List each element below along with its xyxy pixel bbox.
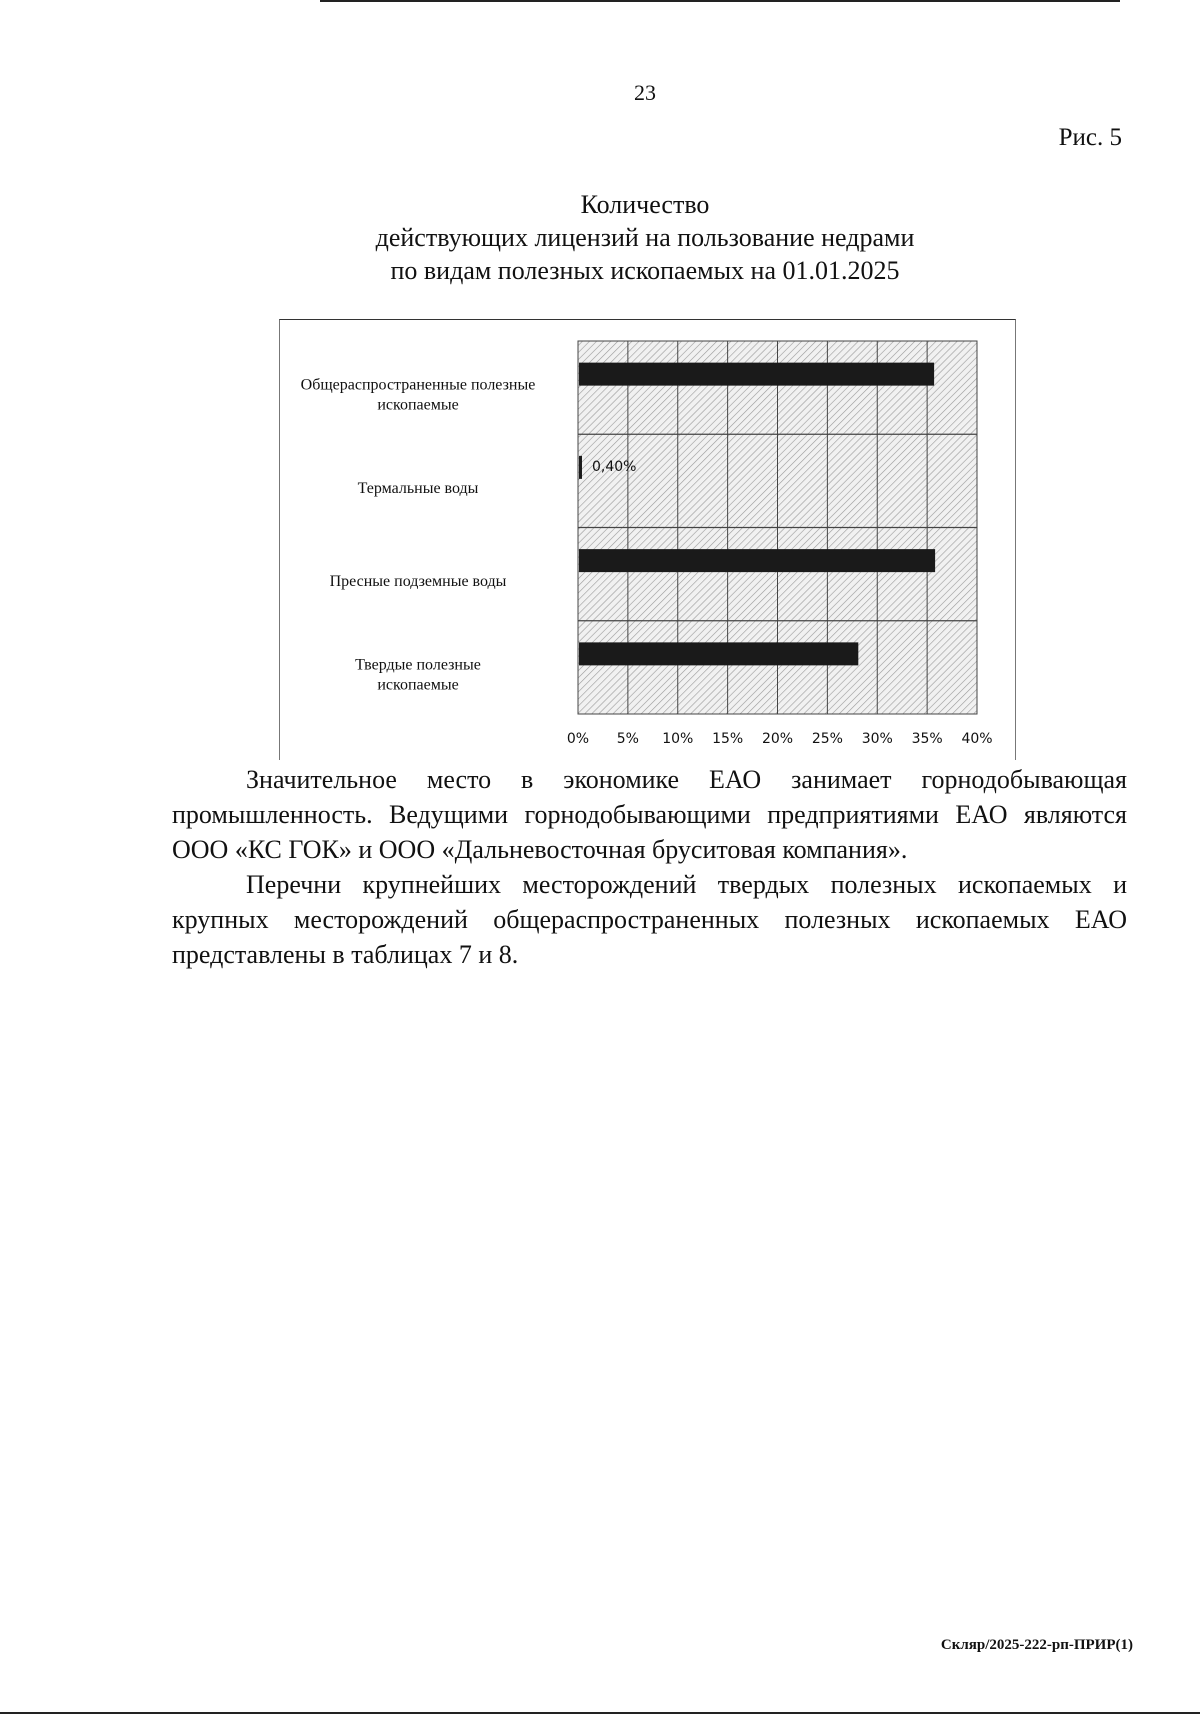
chart-title-line-2: действующих лицензий на пользование недрами	[375, 223, 915, 252]
bottom-scan-rule	[0, 1712, 1200, 1714]
page-number: 23	[634, 80, 656, 105]
data-label: 0,40%	[591, 458, 637, 475]
bar	[579, 549, 935, 572]
bar	[579, 642, 858, 665]
bar	[579, 363, 934, 386]
x-tick-label: 35%	[911, 731, 943, 747]
category-label: Пресные подземные воды	[329, 573, 507, 591]
chart-title-line-3: по видам полезных ископаемых на 01.01.2025	[390, 256, 900, 285]
x-tick-label: 40%	[961, 731, 993, 747]
x-tick-label: 25%	[811, 731, 843, 747]
body-text	[172, 762, 1127, 972]
document-code: Скляр/2025-222-рп-ПРИР(1)	[940, 1637, 1133, 1653]
chart-title	[0, 188, 1200, 287]
bar	[579, 456, 582, 479]
category-label: Твердые полезные ископаемые	[355, 656, 481, 694]
paragraph: Перечни крупнейших месторождений твердых полезных ископаемых и крупных месторождений общераспространенных полезных ископаемых ЕАО представлены в таблицах 7 и 8.	[172, 870, 1127, 969]
x-tick-label: 0%	[566, 731, 590, 747]
x-tick-label: 15%	[712, 731, 744, 747]
x-tick-label: 30%	[861, 731, 893, 747]
figure-label: Рис. 5	[1058, 124, 1122, 151]
x-tick-label: 20%	[761, 731, 794, 747]
top-scan-rule	[320, 0, 1120, 2]
paragraph: Значительное место в экономике ЕАО занимает горнодобывающая промышленность. Ведущими горнодобывающими предприятиями ЕАО являются ООО «КС ГОК» и ООО «Дальневосточная бруситовая компания».	[172, 765, 1127, 864]
category-label: Общераспространенные полезные ископаемые	[300, 376, 536, 414]
chart-title-line-1: Количество	[580, 190, 710, 219]
category-label: Термальные воды	[357, 479, 479, 497]
x-tick-label: 10%	[662, 731, 694, 747]
x-tick-label: 5%	[616, 731, 639, 747]
bar-chart	[279, 319, 1014, 759]
